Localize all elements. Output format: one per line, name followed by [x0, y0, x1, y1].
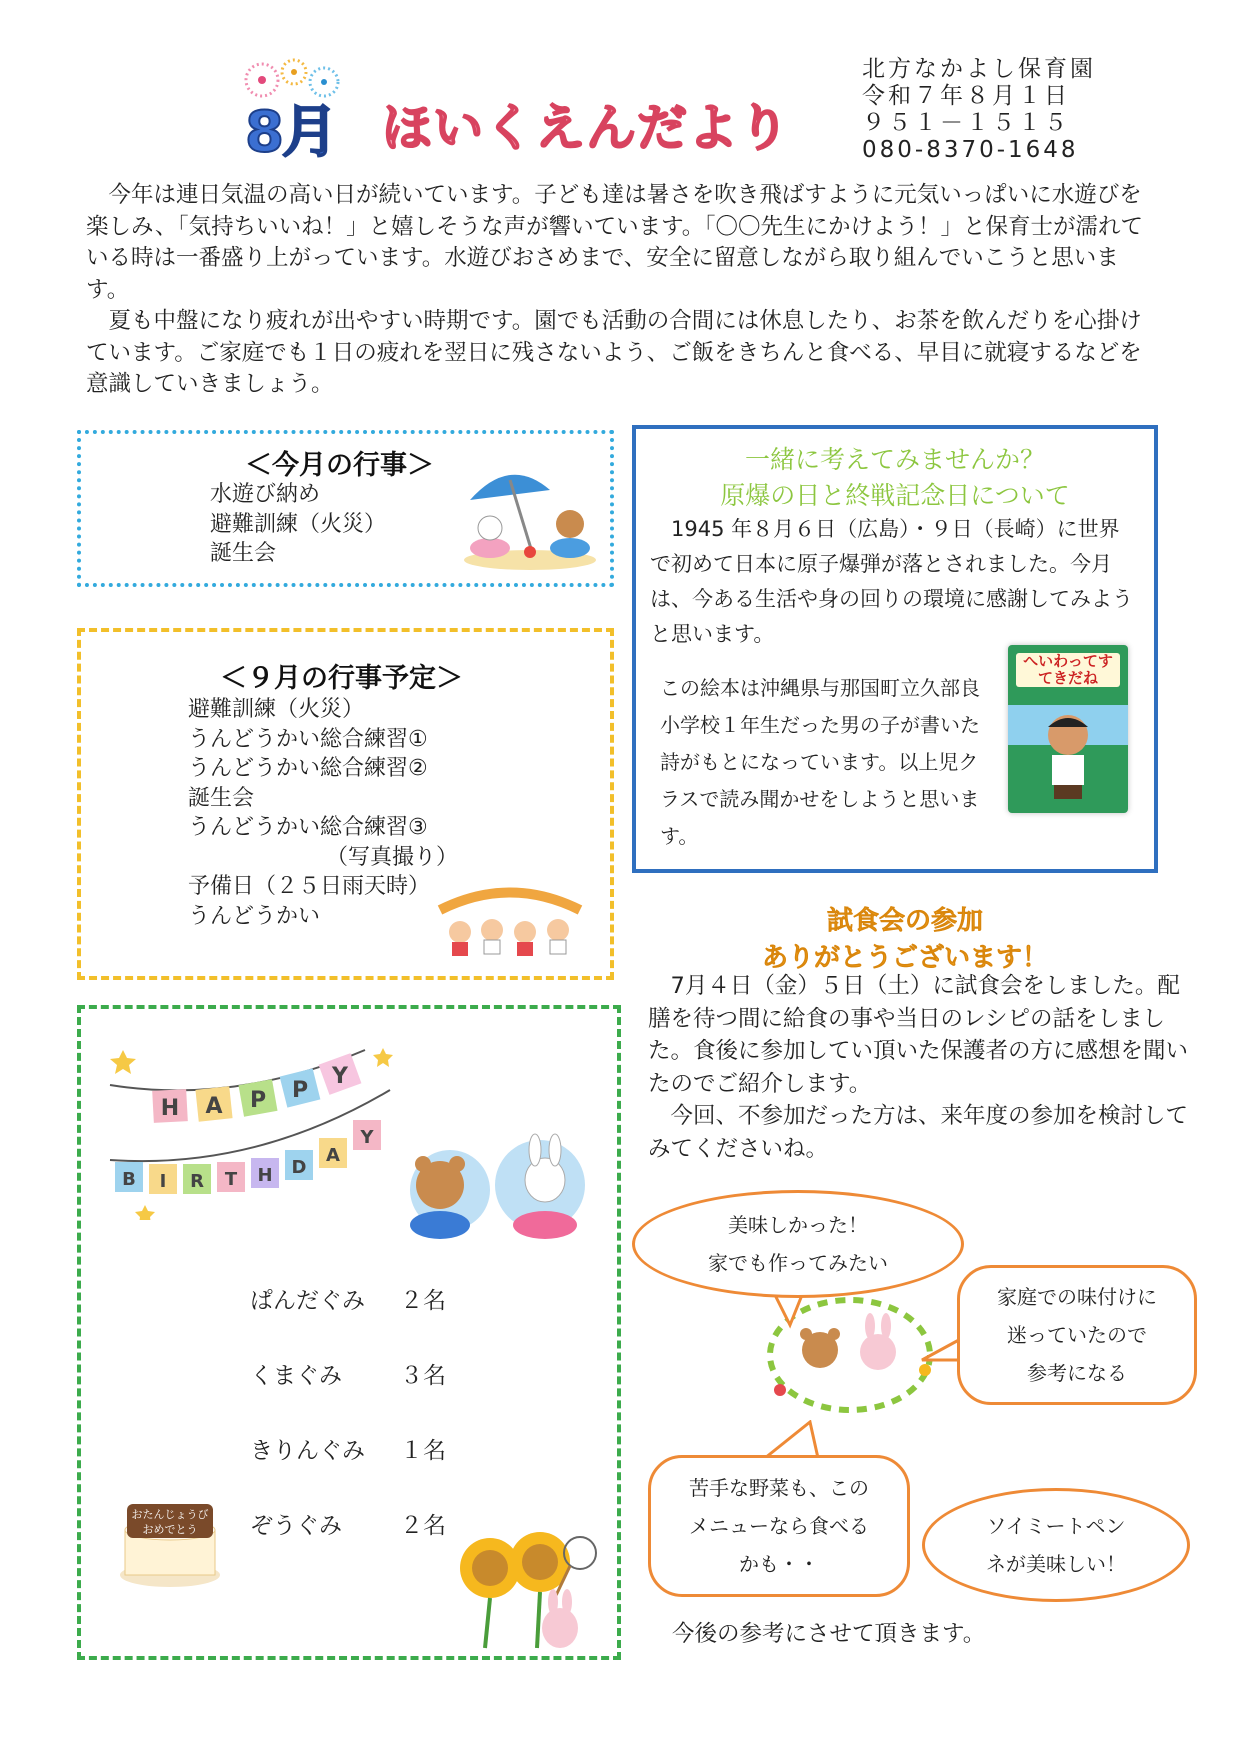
- birthday-row-panda: [250, 1282, 446, 1315]
- banner-letter: H: [257, 1165, 273, 1186]
- peace-title-2: 原爆の日と終戦記念日について: [720, 481, 1070, 510]
- intro-paragraph-2: 夏も中盤になり疲れが出やすい時期です。園でも活動の合間には休息したり、お茶を飲んだりを心掛けています。ご家庭でも１日の疲れを翌日に残さないよう、ご飯をきちんと食べる、早目に就寝するなどを意識していきましょう。: [86, 308, 1142, 397]
- peace-title-1: 一緒に考えてみませんか？: [744, 445, 1045, 474]
- list-item: うんどうかい総合練習②: [188, 756, 428, 781]
- list-item: 誕生会: [210, 541, 277, 566]
- this-month-events-list: [210, 480, 386, 569]
- banner-letter: Y: [360, 1127, 374, 1148]
- school-info: [862, 56, 1122, 164]
- phone-number-1: ９５１－１５１５: [862, 110, 1070, 136]
- banner-letter: A: [326, 1145, 340, 1166]
- month-heading: 8月: [245, 100, 336, 165]
- class-count: ３名: [400, 1363, 446, 1389]
- trial-title-2: ありがとうございます！: [761, 943, 1048, 973]
- banner-letter: P: [291, 1078, 309, 1103]
- cake-message-1: おたんじょうび: [131, 1508, 209, 1521]
- september-events-list: [188, 695, 458, 931]
- closing-text: 今後の参考にさせて頂きます。: [672, 1621, 986, 1647]
- bubble-line: 苦手な野菜も、この: [689, 1476, 869, 1500]
- trial-body: [648, 970, 1188, 1165]
- bubble-line: かも・・: [739, 1552, 819, 1576]
- banner-letter: H: [160, 1096, 180, 1121]
- class-name: ぞうぐみ: [250, 1513, 342, 1539]
- bubble-line: 家庭での味付けに: [997, 1285, 1157, 1309]
- list-item: 避難訓練（火災）: [210, 511, 387, 537]
- beach-illustration: [460, 460, 600, 572]
- issue-date: 令和７年８月１日: [862, 83, 1070, 109]
- bubble-line: 家でも作ってみたい: [708, 1251, 888, 1275]
- birthday-row-kirin: [250, 1432, 446, 1465]
- list-item: 避難訓練（火災）: [188, 697, 365, 722]
- birthday-row-zou: [250, 1507, 446, 1540]
- newsletter-title: ほいくえんだより: [382, 99, 790, 157]
- sunflower-bunny-illustration: [455, 1528, 605, 1653]
- bubble-line: ネが美味しい！: [986, 1552, 1126, 1576]
- book-cover-title: へいわってすてきだね: [1016, 653, 1120, 687]
- picture-book-cover: [1008, 645, 1128, 813]
- banner-letter: D: [291, 1157, 307, 1178]
- peace-body: [650, 512, 1140, 652]
- list-item: 予備日（２５日雨天時）: [188, 874, 431, 899]
- banner-letter: R: [190, 1171, 204, 1192]
- speech-bubble-2: [957, 1265, 1197, 1405]
- school-name: 北方なかよし保育園: [862, 56, 1096, 82]
- bubble-line: 美味しかった！: [728, 1213, 868, 1237]
- happy-birthday-banner: [105, 1030, 405, 1220]
- speech-bubble-1: [632, 1190, 964, 1298]
- bubble-tail: [760, 1420, 820, 1460]
- list-item: 水遊び納め: [210, 482, 321, 507]
- trial-paragraph-1: 7月４日（金）５日（土）に試食会をしました。配膳を待つ間に給食の事や当日のレシピの話をしました。食後に参加してい頂いた保護者の方に感想を聞いたのでご紹介します。: [648, 973, 1189, 1097]
- banner-letter: B: [122, 1169, 136, 1190]
- intro-text: [86, 180, 1148, 401]
- speech-bubble-3: [648, 1455, 910, 1597]
- boy-illustration: [1008, 705, 1128, 813]
- bear-and-bunny-illustration: [395, 1130, 595, 1255]
- banner-letter: Y: [332, 1064, 348, 1089]
- class-name: きりんぐみ: [250, 1438, 365, 1464]
- picture-book-description: この絵本は沖縄県与那国町立久部良小学校１年生だった男の子が書いた詩がもとになっています。以上児クラスで読み聞かせをしようと思います。: [660, 676, 980, 848]
- class-count: ２名: [400, 1288, 446, 1314]
- september-events-heading: ＜９月の行事予定＞: [220, 663, 463, 694]
- class-name: ぱんだぐみ: [250, 1288, 365, 1314]
- list-item: うんどうかい総合練習③: [188, 815, 428, 840]
- list-item: 誕生会: [188, 785, 255, 811]
- sports-day-illustration: [430, 880, 590, 962]
- phone-number-2: 080-8370-1648: [862, 137, 1079, 163]
- banner-letter: P: [249, 1088, 267, 1113]
- cake-message-2: おめでとう: [142, 1523, 198, 1536]
- bubble-line: 参考になる: [1027, 1361, 1127, 1385]
- class-count: １名: [400, 1438, 446, 1464]
- peace-paragraph: 1945 年８月６日（広島）・９日（長崎）に世界で初めて日本に原子爆弾が落とされました。今月は、今ある生活や身の回りの環境に感謝してみようと思います。: [650, 517, 1133, 646]
- trial-title-1: 試食会の参加: [826, 906, 983, 936]
- banner-letter: T: [224, 1169, 238, 1190]
- speech-bubble-4: [922, 1488, 1190, 1602]
- banner-letter: A: [205, 1094, 223, 1119]
- trial-paragraph-2: 今回、不参加だった方は、来年度の参加を検討してみてくださいね。: [648, 1103, 1189, 1162]
- this-month-events-heading: ＜今月の行事＞: [245, 450, 434, 481]
- birthday-row-kuma: [250, 1357, 446, 1390]
- list-item: （写真撮り）: [326, 844, 459, 870]
- banner-letter: I: [159, 1171, 167, 1192]
- list-item: うんどうかい: [188, 903, 321, 929]
- bubble-line: メニューなら食べる: [689, 1514, 869, 1538]
- list-item: うんどうかい総合練習①: [188, 726, 428, 752]
- bubble-line: ソイミートペン: [986, 1514, 1126, 1538]
- birthday-cake-illustration: [115, 1490, 225, 1590]
- intro-paragraph-1: 今年は連日気温の高い日が続いています。子ども達は暑さを吹き飛ばすように元気いっぱいに水遊びを楽しみ、「気持ちいいね！」と嬉しそうな声が響いています。「〇〇先生にかけよう！」と保育士が濡れている時は一番盛り上がっています。水遊びおさめまで、安全に留意しながら取り組んでいこうと思います。: [86, 182, 1144, 303]
- bubble-line: 迷っていたので: [1007, 1323, 1147, 1347]
- class-count: ２名: [400, 1513, 446, 1539]
- class-name: くまぐみ: [250, 1363, 342, 1389]
